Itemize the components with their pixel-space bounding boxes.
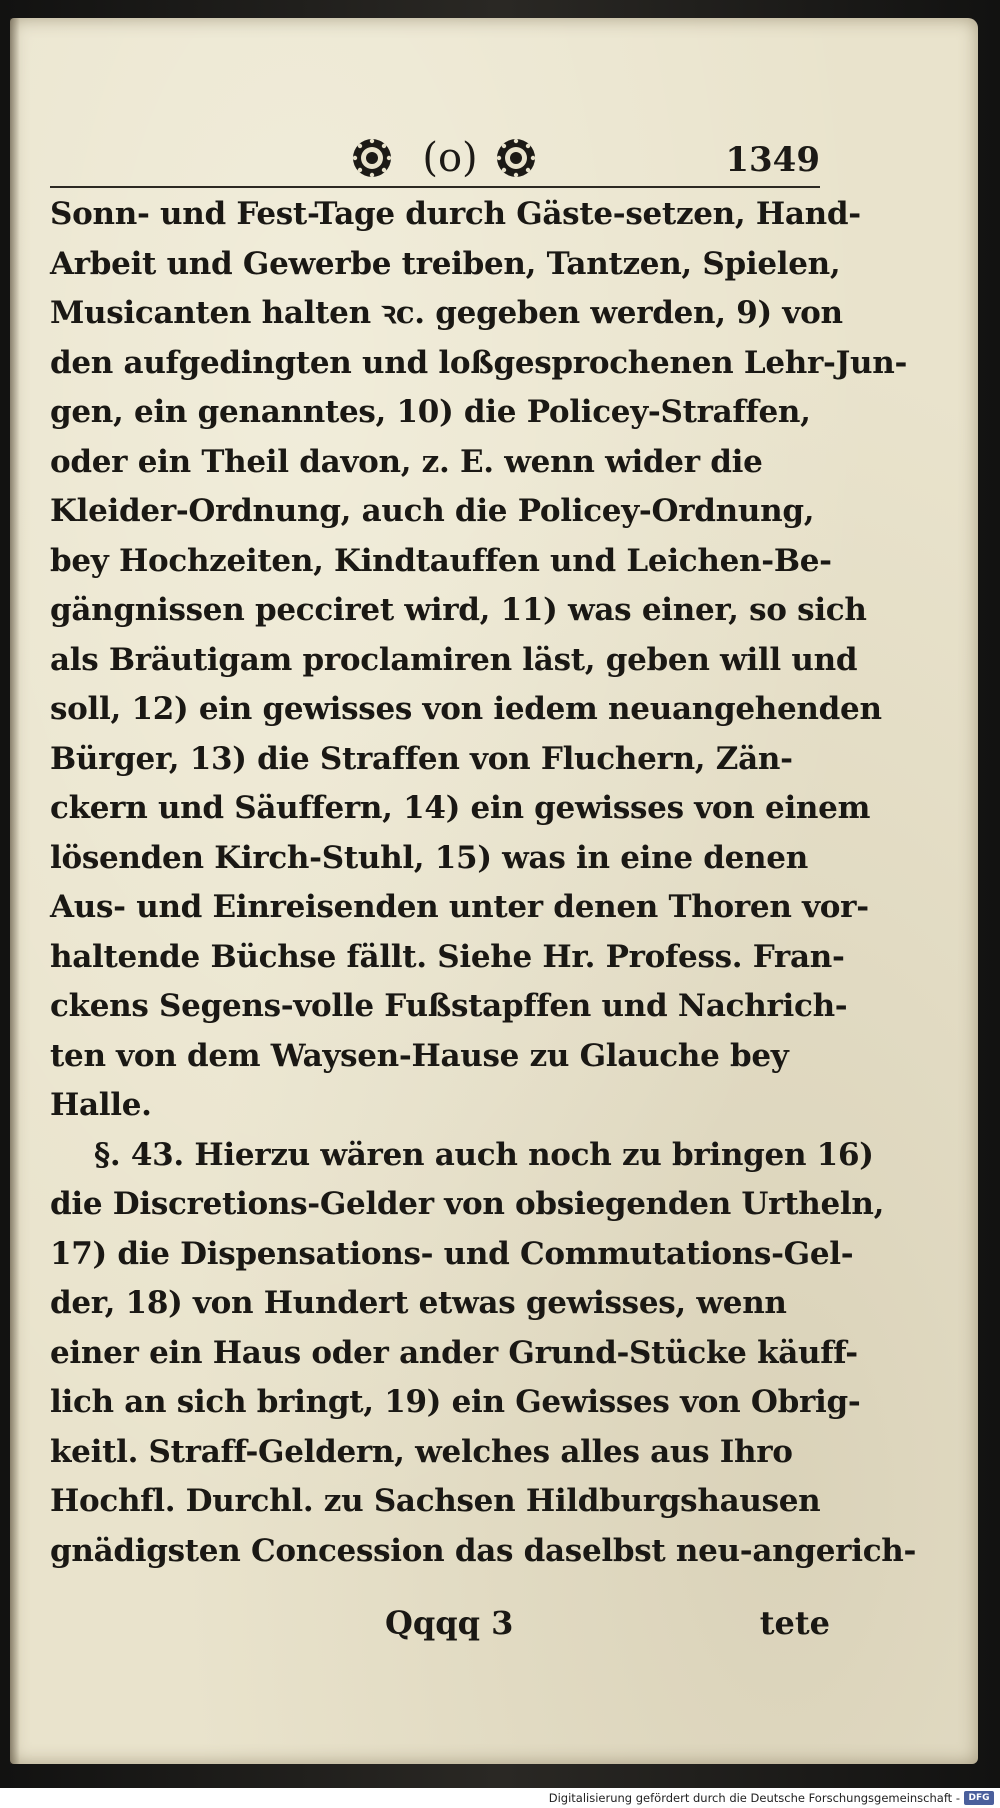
text-line: gen, ein genanntes, 10) die Policey-Straffen,: [50, 394, 811, 430]
text-line: Sonn- und Fest-Tage durch Gäste-setzen, Hand-: [50, 196, 861, 232]
catchword: tete: [759, 1604, 830, 1642]
digitization-credit-bar: [0, 1788, 1000, 1808]
text-line: bey Hochzeiten, Kindtauffen und Leichen-Be-: [50, 542, 832, 579]
text-line: einer ein Haus oder ander Grund-Stücke käuff-: [50, 1334, 858, 1371]
running-head: [340, 132, 820, 188]
text-line: Bürger, 13) die Straffen von Fluchern, Zän-: [50, 740, 793, 777]
rosette-ornament-icon: [494, 136, 538, 180]
body-text: [50, 190, 917, 1576]
page-number: 1349: [725, 140, 820, 180]
text-line: ckern und Säuffern, 14) ein gewisses von einem: [50, 790, 871, 826]
text-line: soll, 12) ein gewisses von iedem neuangehenden: [50, 691, 882, 727]
text-line: Halle.: [50, 1087, 152, 1123]
text-line: Hochfl. Durchl. zu Sachsen Hildburgshausen: [50, 1483, 821, 1519]
rosette-ornament-icon: [350, 136, 394, 180]
text-line: die Discretions-Gelder von obsiegenden Urtheln,: [50, 1186, 885, 1222]
text-line: haltende Büchse fällt. Siehe Hr. Profess. Fran-: [50, 938, 845, 975]
text-line: lösenden Kirch-Stuhl, 15) was in eine denen: [50, 839, 808, 876]
text-line: gnädigsten Concession das daselbst neu-angerich-: [50, 1532, 917, 1569]
text-line: Arbeit und Gewerbe treiben, Tantzen, Spielen,: [50, 245, 841, 282]
text-line: oder ein Theil davon, z. E. wenn wider die: [50, 443, 763, 480]
text-line: §. 43. Hierzu wären auch noch zu bringen 16): [94, 1136, 874, 1173]
text-line: gängnissen pecciret wird, 11) was einer, so sich: [50, 592, 867, 628]
header-rule: [50, 186, 820, 188]
dfg-logo-icon: DFG: [964, 1791, 994, 1805]
text-line: den aufgedingten und loßgesprochenen Lehr-Jun-: [50, 344, 908, 381]
text-line: Kleider-Ordnung, auch die Policey-Ordnung,: [50, 493, 815, 529]
text-line: 17) die Dispensations- und Commutations-Gel-: [50, 1235, 854, 1272]
text-line: ckens Segens-volle Fußstapffen und Nachrich-: [50, 988, 848, 1024]
credit-text: Digitalisierung gefördert durch die Deutsche Forschungsgemeinschaft -: [548, 1791, 960, 1805]
signature-mark: Qqqq 3: [385, 1604, 514, 1642]
text-line: keitl. Straff-Geldern, welches alles aus Ihro: [50, 1433, 793, 1470]
text-line: ten von dem Waysen-Hause zu Glauche bey: [50, 1037, 789, 1074]
text-line: als Bräutigam proclamiren läst, geben will und: [50, 641, 858, 678]
text-line: der, 18) von Hundert etwas gewisses, wenn: [50, 1285, 787, 1321]
page-footer: [50, 1598, 830, 1648]
running-head-mark: (o): [422, 135, 478, 181]
text-line: Aus- und Einreisenden unter denen Thoren vor-: [50, 889, 869, 925]
text-line: Musicanten halten ꝛc. gegeben werden, 9) von: [50, 295, 843, 331]
text-line: lich an sich bringt, 19) ein Gewisses von Obrig-: [50, 1384, 861, 1420]
book-page: [10, 18, 978, 1764]
